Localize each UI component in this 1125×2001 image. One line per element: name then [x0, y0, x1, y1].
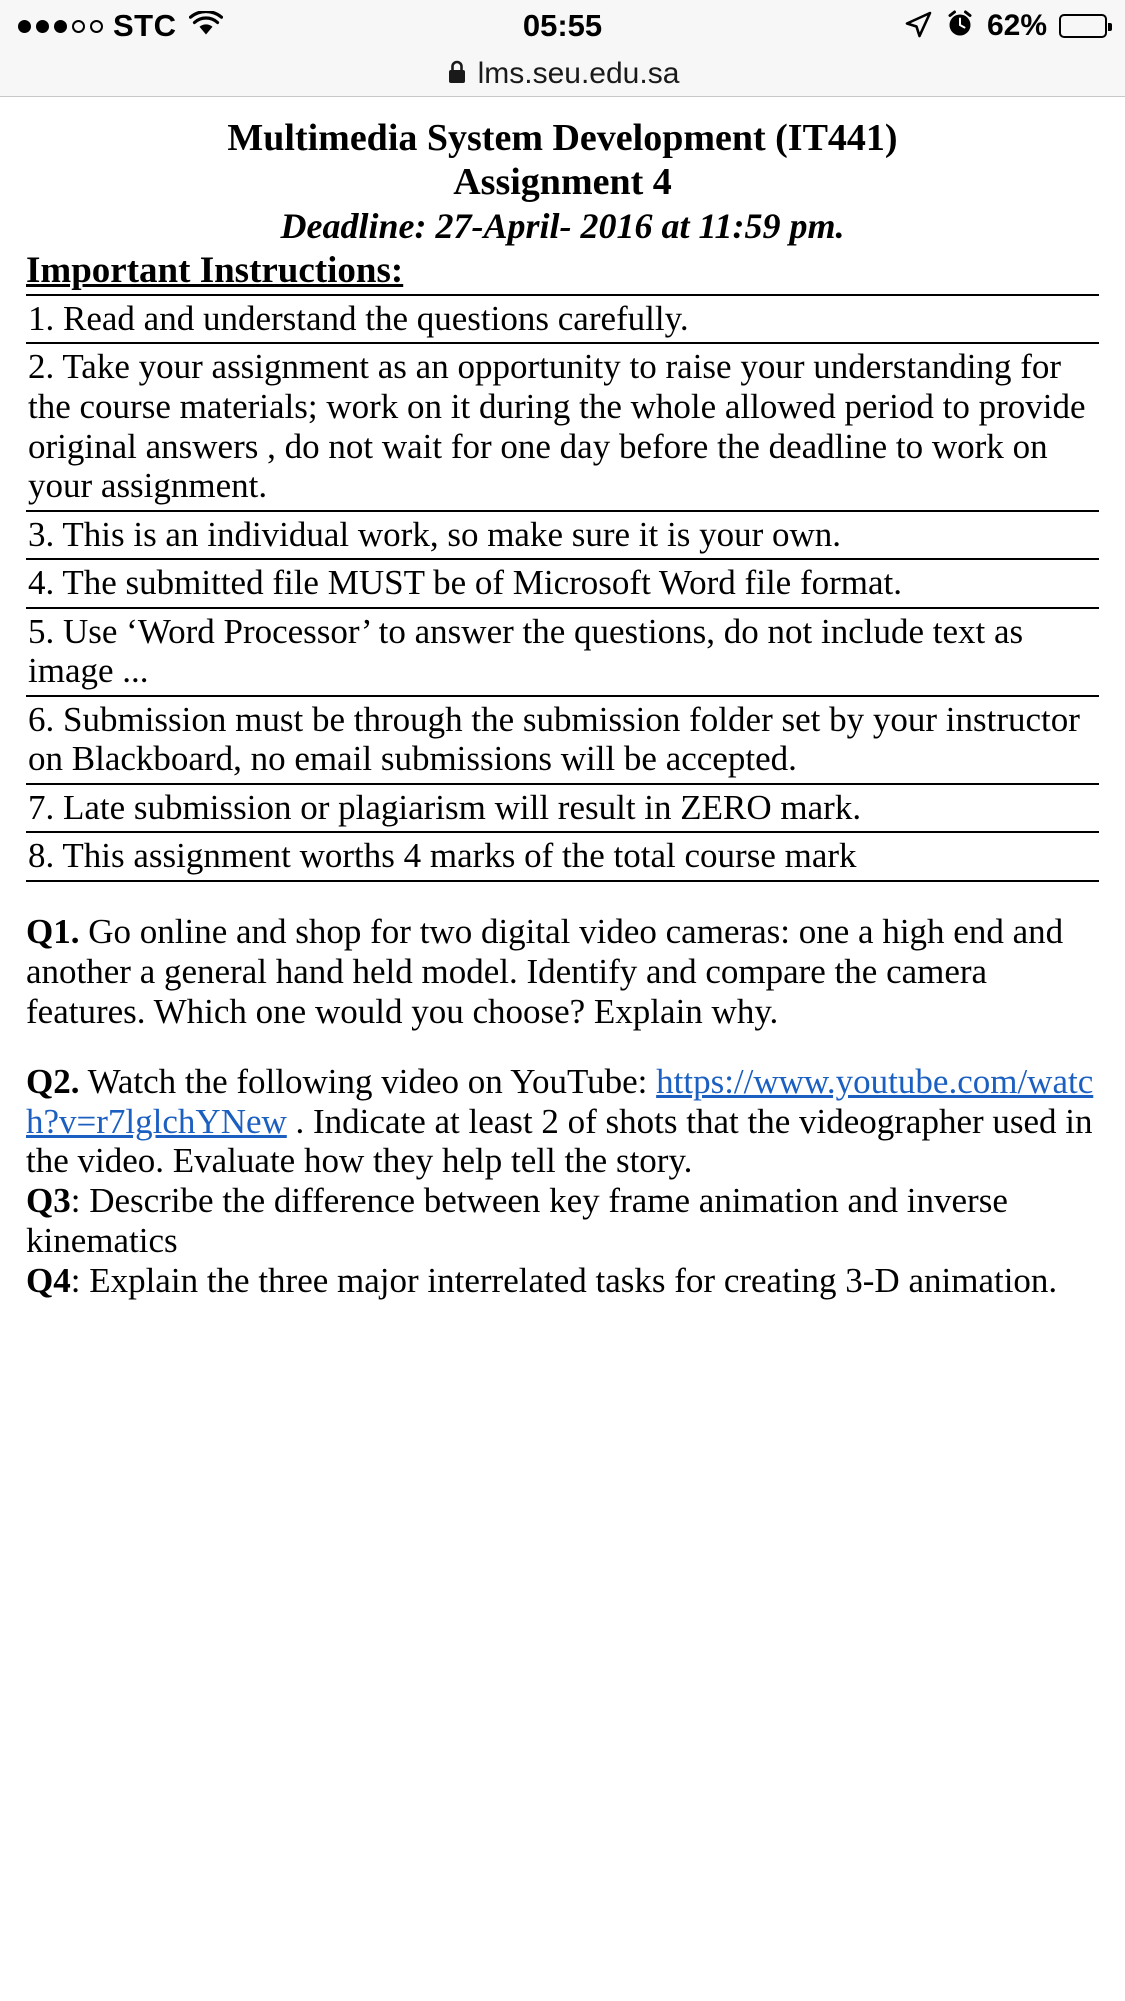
table-row [26, 511, 1099, 560]
battery-percentage-label: 62% [986, 9, 1047, 42]
browser-url-bar[interactable] [0, 52, 1125, 97]
instruction-item: 6. Submission must be through the submission folder set by your instructor on Blackboard, no email submissions will be accepted. [26, 696, 1099, 784]
instruction-item: 1. Read and understand the questions carefully. [26, 295, 1099, 344]
status-bar-left [18, 8, 223, 44]
question-text: : Explain the three major interrelated tasks for creating 3-D animation. [70, 1261, 1058, 1301]
signal-dot-5 [90, 20, 103, 33]
question-q2 [26, 1062, 1099, 1182]
question-q1 [26, 912, 1099, 1032]
status-bar-right [903, 9, 1107, 44]
question-label: Q3 [26, 1181, 71, 1221]
alarm-clock-icon [945, 9, 975, 44]
table-row [26, 784, 1099, 833]
carrier-label: STC [113, 8, 177, 43]
instruction-item: 3. This is an individual work, so make sure it is your own. [26, 511, 1099, 560]
clock-label: 05:55 [522, 8, 603, 43]
question-label: Q2. [26, 1061, 80, 1101]
signal-strength-indicator [18, 20, 103, 33]
table-row [26, 295, 1099, 344]
url-label[interactable]: lms.seu.edu.sa [477, 57, 680, 90]
document-subtitle: Assignment 4 [453, 160, 672, 203]
question-text-after-link: . Indicate at least 2 of shots that the videographer used in the video. Evaluate how they help tell the story. [26, 1101, 1093, 1181]
instruction-item: 7. Late submission or plagiarism will result in ZERO mark. [26, 784, 1099, 833]
question-q4 [26, 1261, 1099, 1301]
table-row [26, 696, 1099, 784]
question-q3 [26, 1181, 1099, 1261]
table-row [26, 343, 1099, 510]
lock-icon [446, 59, 468, 90]
question-label: Q1. [26, 912, 80, 952]
question-text-before-link: Watch the following video on YouTube: [79, 1061, 657, 1101]
location-arrow-icon [903, 9, 933, 44]
table-row [26, 559, 1099, 608]
instruction-item: 2. Take your assignment as an opportunity to raise your understanding for the course materials; work on it during the whole allowed period to provide original answers , do not wait for one day before the deadline to work on your assignment. [26, 343, 1099, 510]
document-title: Multimedia System Development (IT441) [227, 117, 898, 159]
signal-dot-3 [54, 20, 67, 33]
battery-icon [1059, 14, 1107, 38]
question-label: Q4 [26, 1261, 71, 1301]
document-deadline: Deadline: 27-April- 2016 at 11:59 pm. [280, 205, 845, 246]
instruction-item: 5. Use ‘Word Processor’ to answer the questions, do not include text as image ... [26, 608, 1099, 696]
question-text: : Describe the difference between key frame animation and inverse kinematics [26, 1181, 1008, 1261]
instruction-item: 4. The submitted file MUST be of Microsoft Word file format. [26, 559, 1099, 608]
instruction-item: 8. This assignment worths 4 marks of the total course mark [26, 832, 1099, 881]
table-row [26, 608, 1099, 696]
question-text: Go online and shop for two digital video cameras: one a high end and another a general hand held model. Identify and compare the camera features. Which one would you choose? Explain why. [26, 912, 1064, 1031]
table-row [26, 832, 1099, 881]
status-bar [0, 0, 1125, 52]
instructions-table [26, 294, 1099, 882]
youtube-video-link[interactable]: https://www.youtube.com/watch?v=r7lglchYNew [26, 1061, 1094, 1141]
signal-dot-4 [72, 20, 85, 33]
instructions-heading: Important Instructions: [26, 250, 404, 292]
signal-dot-1 [18, 20, 31, 33]
signal-dot-2 [36, 20, 49, 33]
document-content [0, 97, 1125, 1301]
wifi-icon [189, 11, 223, 42]
